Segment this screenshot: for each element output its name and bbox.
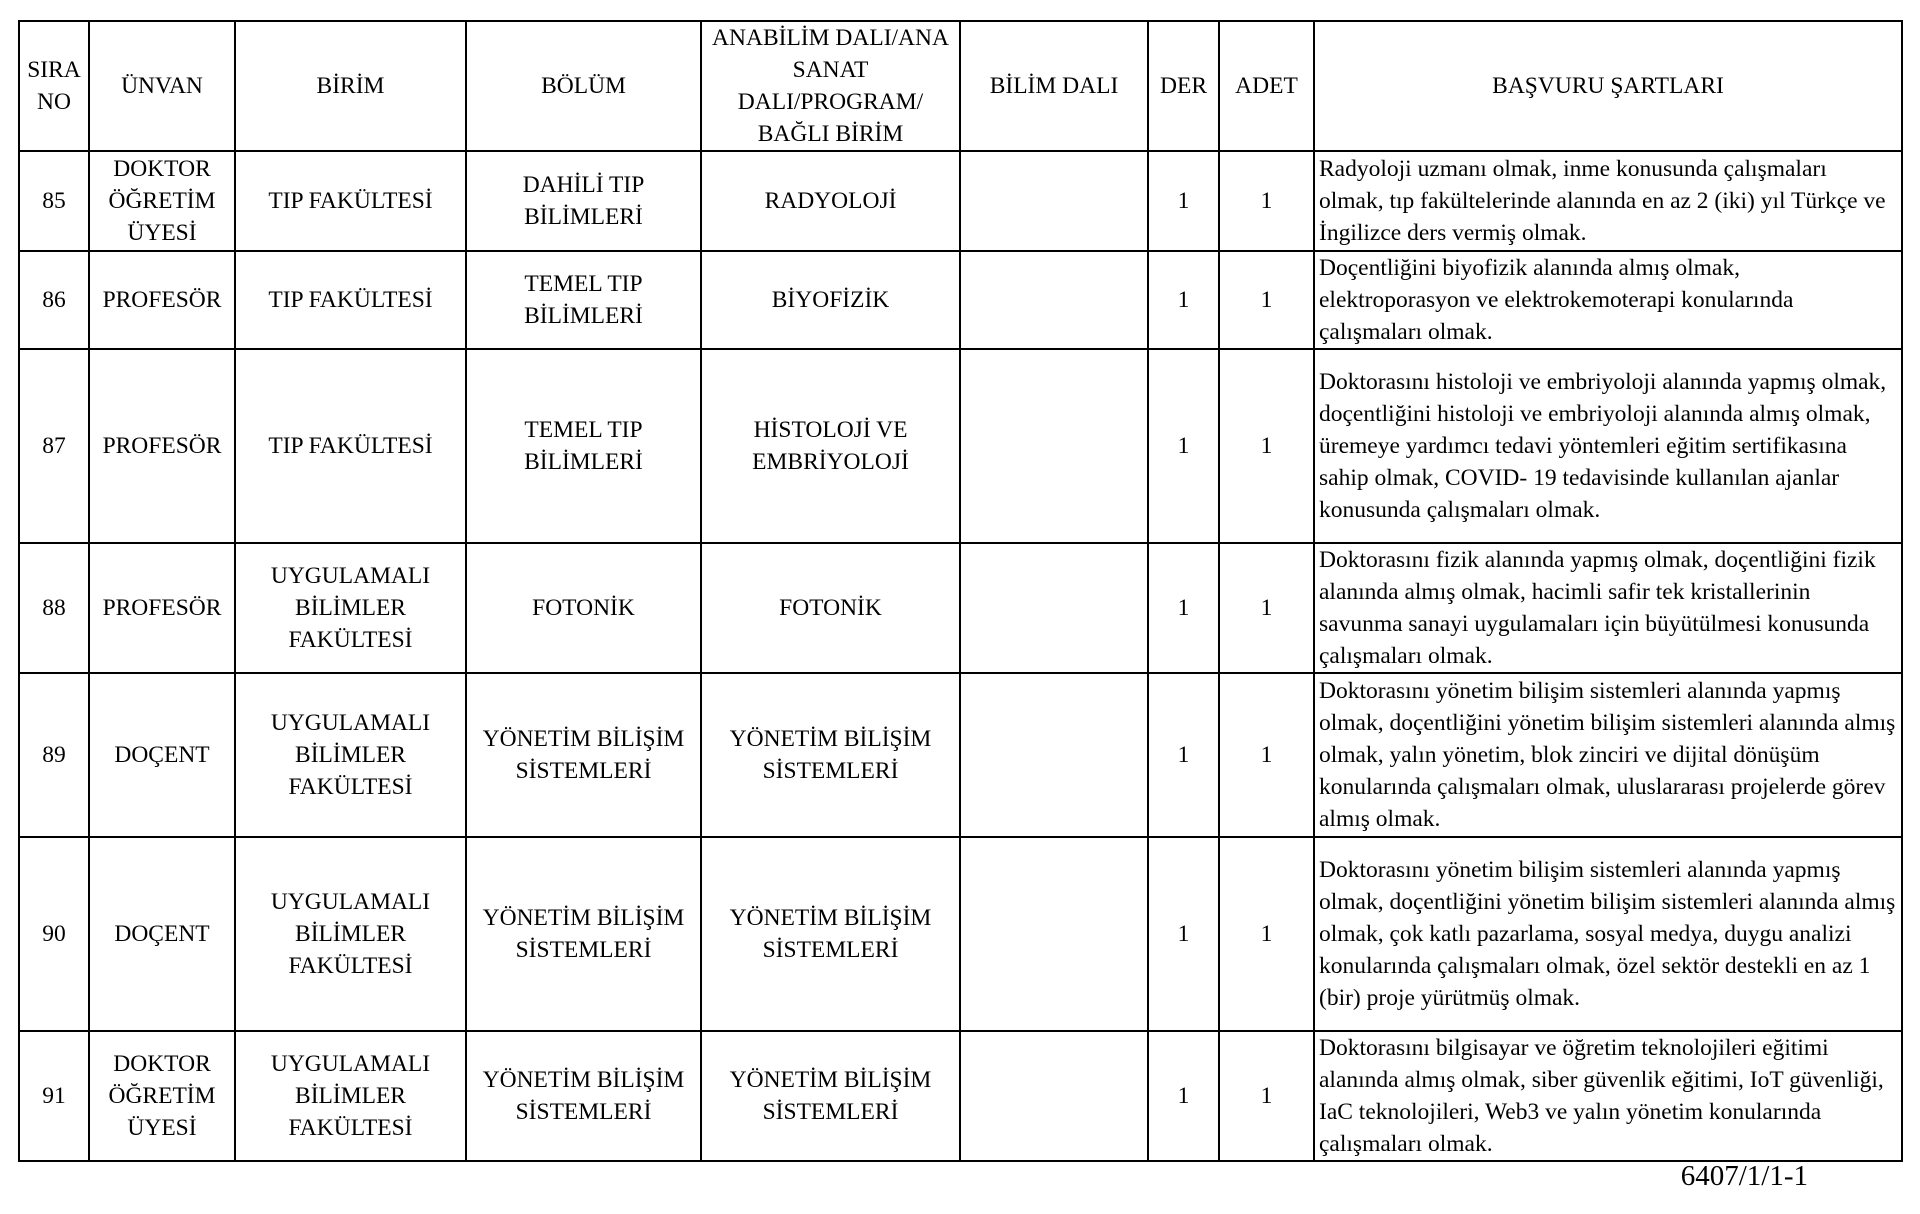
cell-adet: 1 [1219,837,1314,1031]
header-sira-no: SIRA NO [19,21,89,151]
cell-anabilim: YÖNETİM BİLİŞİM SİSTEMLERİ [701,1031,960,1161]
header-birim: BİRİM [235,21,466,151]
cell-bolum: YÖNETİM BİLİŞİM SİSTEMLERİ [466,1031,701,1161]
header-bolum: BÖLÜM [466,21,701,151]
cell-basvuru-sartlari: Doktorasını histoloji ve embriyoloji alanında yapmış olmak, doçentliğini histoloji ve embriyoloji alanında almış olmak, üremeye yardımcı tedavi yöntemleri eğitim sertifikasına sahip olmak, COVID- 19 tedavisinde kullanılan ajanlar konusunda çalışmaları olmak. [1314,349,1902,543]
cell-birim: UYGULAMALI BİLİMLER FAKÜLTESİ [235,1031,466,1161]
header-basvuru-sartlari: BAŞVURU ŞARTLARI [1314,21,1902,151]
positions-table [18,20,1903,1162]
header-adet: ADET [1219,21,1314,151]
document-number: 6407/1/1-1 [1680,1160,1808,1192]
cell-bilim-dali [960,673,1148,837]
cell-adet: 1 [1219,1031,1314,1161]
cell-bilim-dali [960,837,1148,1031]
cell-unvan: PROFESÖR [89,349,235,543]
cell-anabilim: YÖNETİM BİLİŞİM SİSTEMLERİ [701,673,960,837]
cell-adet: 1 [1219,251,1314,349]
cell-der: 1 [1148,349,1219,543]
cell-birim: UYGULAMALI BİLİMLER FAKÜLTESİ [235,543,466,673]
header-der: DER [1148,21,1219,151]
cell-bolum: DAHİLİ TIP BİLİMLERİ [466,151,701,251]
cell-anabilim: BİYOFİZİK [701,251,960,349]
table-row [19,151,1902,251]
cell-basvuru-sartlari: Doktorasını bilgisayar ve öğretim teknolojileri eğitimi alanında almış olmak, siber güvenlik eğitimi, IoT güvenliği, IaC teknolojileri, Web3 ve yalın yönetim konularında çalışmaları olmak. [1314,1031,1902,1161]
cell-bolum: YÖNETİM BİLİŞİM SİSTEMLERİ [466,673,701,837]
header-bilim-dali: BİLİM DALI [960,21,1148,151]
cell-anabilim: FOTONİK [701,543,960,673]
table-row [19,1031,1902,1161]
cell-birim: UYGULAMALI BİLİMLER FAKÜLTESİ [235,673,466,837]
cell-bilim-dali [960,1031,1148,1161]
cell-anabilim: YÖNETİM BİLİŞİM SİSTEMLERİ [701,837,960,1031]
cell-unvan: DOÇENT [89,837,235,1031]
table-row [19,349,1902,543]
table-row [19,837,1902,1031]
cell-basvuru-sartlari: Doktorasını yönetim bilişim sistemleri alanında yapmış olmak, doçentliğini yönetim bilişim sistemleri alanında almış olmak, çok katlı pazarlama, sosyal medya, duygu analizi konularında çalışmaları olmak, özel sektör destekli en az 1 (bir) proje yürütmüş olmak. [1314,837,1902,1031]
cell-anabilim: RADYOLOJİ [701,151,960,251]
table-row [19,251,1902,349]
cell-der: 1 [1148,251,1219,349]
header-anabilim: ANABİLİM DALI/ANA SANAT DALI/PROGRAM/ BAĞLI BİRİM [701,21,960,151]
cell-adet: 1 [1219,349,1314,543]
cell-birim: TIP FAKÜLTESİ [235,251,466,349]
cell-basvuru-sartlari: Doçentliğini biyofizik alanında almış olmak, elektroporasyon ve elektrokemoterapi konularında çalışmaları olmak. [1314,251,1902,349]
cell-unvan: DOKTOR ÖĞRETİM ÜYESİ [89,1031,235,1161]
cell-bolum: FOTONİK [466,543,701,673]
cell-bilim-dali [960,543,1148,673]
cell-der: 1 [1148,837,1219,1031]
cell-bolum: TEMEL TIP BİLİMLERİ [466,251,701,349]
cell-adet: 1 [1219,673,1314,837]
cell-sira-no: 89 [19,673,89,837]
cell-bolum: TEMEL TIP BİLİMLERİ [466,349,701,543]
cell-birim: TIP FAKÜLTESİ [235,349,466,543]
cell-basvuru-sartlari: Doktorasını yönetim bilişim sistemleri alanında yapmış olmak, doçentliğini yönetim bilişim sistemleri alanında almış olmak, yalın yönetim, blok zinciri ve dijital dönüşüm konularında çalışmaları olmak, uluslararası projelerde görev almış olmak. [1314,673,1902,837]
cell-der: 1 [1148,1031,1219,1161]
cell-unvan: DOÇENT [89,673,235,837]
cell-birim: TIP FAKÜLTESİ [235,151,466,251]
cell-bolum: YÖNETİM BİLİŞİM SİSTEMLERİ [466,837,701,1031]
cell-anabilim: HİSTOLOJİ VE EMBRİYOLOJİ [701,349,960,543]
cell-sira-no: 91 [19,1031,89,1161]
cell-adet: 1 [1219,543,1314,673]
cell-der: 1 [1148,673,1219,837]
cell-unvan: PROFESÖR [89,543,235,673]
cell-bilim-dali [960,251,1148,349]
cell-bilim-dali [960,349,1148,543]
cell-sira-no: 86 [19,251,89,349]
header-row [19,21,1902,151]
cell-der: 1 [1148,151,1219,251]
cell-sira-no: 88 [19,543,89,673]
table-row [19,543,1902,673]
cell-sira-no: 87 [19,349,89,543]
cell-sira-no: 85 [19,151,89,251]
header-unvan: ÜNVAN [89,21,235,151]
table-row [19,673,1902,837]
cell-unvan: DOKTOR ÖĞRETİM ÜYESİ [89,151,235,251]
cell-basvuru-sartlari: Doktorasını fizik alanında yapmış olmak, doçentliğini fizik alanında almış olmak, hacimli safir tek kristallerinin savunma sanayi uygulamaları için büyütülmesi konusunda çalışmaları olmak. [1314,543,1902,673]
cell-bilim-dali [960,151,1148,251]
cell-birim: UYGULAMALI BİLİMLER FAKÜLTESİ [235,837,466,1031]
cell-sira-no: 90 [19,837,89,1031]
cell-unvan: PROFESÖR [89,251,235,349]
cell-der: 1 [1148,543,1219,673]
cell-adet: 1 [1219,151,1314,251]
cell-basvuru-sartlari: Radyoloji uzmanı olmak, inme konusunda çalışmaları olmak, tıp fakültelerinde alanında en az 2 (iki) yıl Türkçe ve İngilizce ders vermiş olmak. [1314,151,1902,251]
